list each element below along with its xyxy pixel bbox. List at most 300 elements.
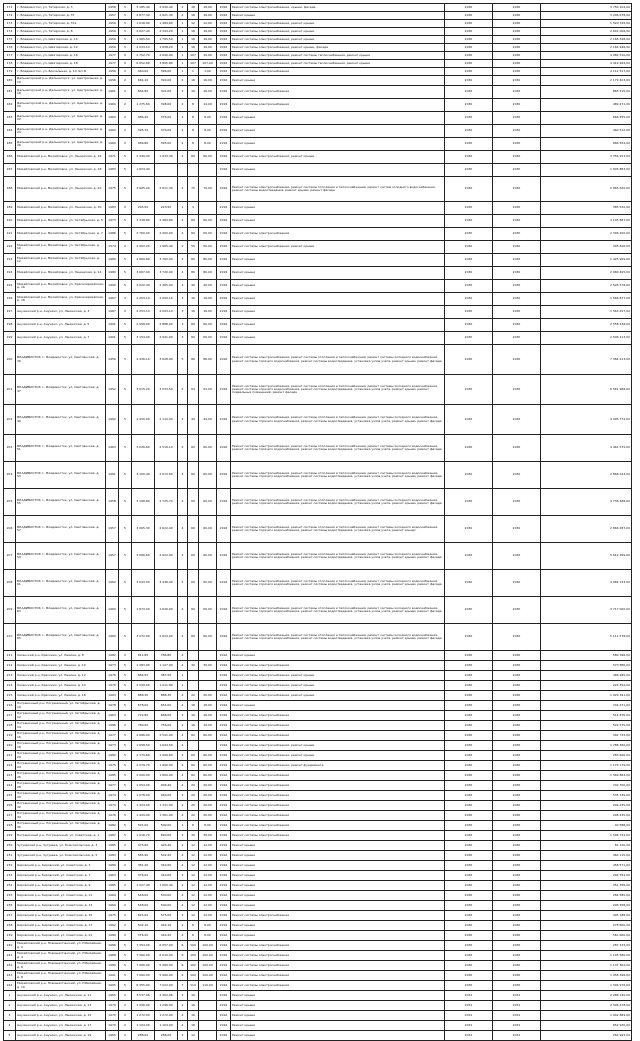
cell-e: 2030: [493, 202, 541, 215]
cell-s: 2030: [445, 891, 493, 901]
cell-y2: 2016: [217, 52, 231, 60]
cell-addr: Пограничный р-н, Пограничный, ул. Октябрьская, д. 18: [16, 741, 106, 751]
cell-c1: 4: [178, 516, 188, 543]
cell-work: Ремонт крыши: [231, 1021, 445, 1031]
cell-e: 2030: [493, 44, 541, 52]
cell-c2: 60: [188, 151, 199, 164]
cell-a2: 340,00: [155, 871, 178, 881]
cell-y: 1958: [106, 489, 119, 516]
cell-a1: 381,40: [132, 861, 155, 871]
cell-s: 2030: [445, 871, 493, 881]
cell-w: 60,00: [199, 462, 217, 489]
cell-c1: 3: [178, 332, 188, 345]
cell-e: 2030: [493, 821, 541, 831]
cell-e: 2030: [493, 881, 541, 891]
cell-c2: 20: [188, 801, 199, 811]
cell-fl: 3: [119, 293, 132, 306]
cell-e: 2030: [493, 871, 541, 881]
cell-s: 2030: [445, 901, 493, 911]
cell-work: Ремонт крыши: [231, 112, 445, 125]
cell-n: 219: [4, 731, 16, 741]
cell-c2: 20: [188, 691, 199, 701]
cell-a1: 395,70: [132, 125, 155, 138]
cell-fl: 2: [119, 871, 132, 881]
table-row: [4, 791, 632, 801]
cell-a1: 1 016,70: [132, 831, 155, 841]
cell-addr: Чугуевский р-н, Чугуевка, ул. Комсомольская, д. 3: [16, 841, 106, 851]
cell-fl: 5: [119, 319, 132, 332]
cell-a2: 2 541,00: [155, 731, 178, 741]
cell-n: 240: [4, 941, 16, 951]
cell-n: 193: [4, 254, 16, 267]
cell-e: 2030: [493, 86, 541, 99]
cell-sum: 2 396 478,00: [541, 1001, 632, 1011]
cell-w: 12,00: [199, 861, 217, 871]
cell-sum: 1 105 580,00: [541, 951, 632, 961]
table-row: [4, 489, 632, 516]
table-row: [4, 721, 632, 731]
cell-a2: 2 725,70: [155, 489, 178, 516]
cell-addr: Дальнегорский р-н, Дальнегорск, ул. Центральная, д. 10: [16, 76, 106, 86]
cell-s: 2030: [445, 177, 493, 202]
cell-addr: Кировский р-н, Кировский, ул. Советская, д. 3: [16, 861, 106, 871]
cell-fl: 5: [119, 731, 132, 741]
cell-sum: 2 168 348,00: [541, 36, 632, 44]
cell-a2: 786,80: [155, 651, 178, 661]
cell-y: 1983: [106, 202, 119, 215]
cell-fl: 2: [119, 99, 132, 112]
cell-y: 1963: [106, 435, 119, 462]
cell-fl: 5: [119, 941, 132, 951]
cell-w: [199, 164, 217, 177]
cell-fl: 5: [119, 254, 132, 267]
cell-n: 198: [4, 319, 16, 332]
table-row: [4, 651, 632, 661]
table-row: [4, 701, 632, 711]
cell-work: Ремонт крыши: [231, 921, 445, 931]
cell-n: 218: [4, 721, 16, 731]
cell-y: 1957: [106, 516, 119, 543]
cell-sum: 298 435,00: [541, 811, 632, 821]
cell-s: 2030: [445, 28, 493, 36]
cell-addr: Михайловский р-н, Новошахтинский, ул. Юбилейная, д. 10: [16, 981, 106, 991]
cell-c1: 2: [178, 112, 188, 125]
cell-y2: 2016: [217, 651, 231, 661]
cell-w: 60,00: [199, 151, 217, 164]
cell-w: 60,00: [199, 319, 217, 332]
cell-c2: 80: [188, 254, 199, 267]
cell-s: 2031: [445, 991, 493, 1001]
cell-fl: 2: [119, 721, 132, 731]
cell-c2: 12: [188, 871, 199, 881]
cell-a2: 342,20: [155, 931, 178, 941]
cell-sum: 2 980 405,00: [541, 267, 632, 280]
cell-y: 1991: [106, 971, 119, 981]
table-row: [4, 164, 632, 177]
cell-work: Ремонт системы электроснабжения, ремонт крыши: [231, 28, 445, 36]
cell-y: 1986: [106, 941, 119, 951]
cell-c2: 86: [188, 345, 199, 375]
cell-addr: Кировский р-н, Кировский, ул. Советская, д. 15: [16, 911, 106, 921]
cell-w: 8,00: [199, 125, 217, 138]
cell-work: Ремонт системы электроснабжения: [231, 711, 445, 721]
cell-c1: 2: [178, 711, 188, 721]
cell-w: 100,00: [199, 961, 217, 971]
cell-work: Ремонт крыши: [231, 267, 445, 280]
cell-y2: 2016: [217, 901, 231, 911]
cell-w: 12,00: [199, 911, 217, 921]
cell-w: [199, 1011, 217, 1021]
cell-w: 100,00: [199, 941, 217, 951]
cell-addr: Пограничный р-н, Пограничный, ул. Советская, д. 1: [16, 831, 106, 841]
cell-w: 49,00: [199, 405, 217, 435]
cell-fl: 5: [119, 981, 132, 991]
cell-work: Ремонт системы электроснабжения: [231, 911, 445, 921]
cell-sum: 514 876,00: [541, 711, 632, 721]
table-row: [4, 931, 632, 941]
cell-c1: 4: [178, 751, 188, 761]
cell-c1: [178, 164, 188, 177]
table-row: [4, 761, 632, 771]
cell-c2: 49: [188, 405, 199, 435]
cell-n: 172: [4, 12, 16, 20]
cell-addr: Михайловский р-н, Михайловка, ул. Ленинская, д. 20: [16, 177, 106, 202]
cell-y: 1995: [106, 981, 119, 991]
cell-a1: 664,80: [132, 86, 155, 99]
cell-work: Ремонт крыши: [231, 881, 445, 891]
cell-work: Ремонт крыши: [231, 871, 445, 881]
cell-work: Ремонт системы электроснабжения: [231, 99, 445, 112]
cell-work: Ремонт крыши: [231, 901, 445, 911]
cell-sum: 1 563 457,00: [541, 306, 632, 319]
cell-e: 2030: [493, 164, 541, 177]
cell-sum: 2 558 438,00: [541, 319, 632, 332]
cell-c1: 5: [178, 375, 188, 405]
cell-c1: 2: [178, 881, 188, 891]
cell-y2: 2016: [217, 961, 231, 971]
cell-a2: 2 624,00: [155, 624, 178, 651]
cell-n: 233: [4, 871, 16, 881]
table-row: [4, 543, 632, 570]
cell-fl: 2: [119, 1011, 132, 1021]
cell-addr: г. Владивосток, ул. Татарская, д. 37а: [16, 20, 106, 28]
cell-e: 2030: [493, 319, 541, 332]
cell-s: 2030: [445, 741, 493, 751]
cell-a2: 5 960,00: [155, 961, 178, 971]
cell-a2: 390,00: [155, 76, 178, 86]
cell-s: 2030: [445, 516, 493, 543]
cell-w: 16,00: [199, 12, 217, 20]
cell-addr: Пограничный р-н, Пограничный, ул. Октябрьская, д. 20: [16, 751, 106, 761]
cell-work: Ремонт системы электроснабжения: [231, 791, 445, 801]
cell-c1: 2: [178, 831, 188, 841]
cell-a2: 1 000,40: [155, 881, 178, 891]
cell-e: 2031: [493, 991, 541, 1001]
cell-fl: 5: [119, 801, 132, 811]
cell-c1: 1: [178, 60, 188, 68]
cell-c2: 63: [188, 375, 199, 405]
cell-s: 2030: [445, 961, 493, 971]
cell-e: 2030: [493, 375, 541, 405]
table-row: [4, 881, 632, 891]
cell-e: 2030: [493, 891, 541, 901]
table-row: [4, 961, 632, 971]
cell-work: Ремонт крыши: [231, 254, 445, 267]
cell-fl: 5: [119, 36, 132, 44]
cell-work: Ремонт крыши: [231, 1011, 445, 1021]
cell-s: 2030: [445, 681, 493, 691]
cell-n: 211: [4, 651, 16, 661]
table-row: [4, 20, 632, 28]
cell-sum: 299 235,00: [541, 801, 632, 811]
cell-a2: 376,00: [155, 125, 178, 138]
cell-n: 179: [4, 68, 16, 76]
cell-y: 1963: [106, 871, 119, 881]
cell-c1: 2: [178, 661, 188, 671]
cell-c2: 100: [188, 941, 199, 951]
cell-fl: 2: [119, 891, 132, 901]
cell-work: Ремонт системы электроснабжения: [231, 941, 445, 951]
cell-fl: 5: [119, 771, 132, 781]
cell-work: Ремонт системы электроснабжения: [231, 68, 445, 76]
cell-y: 1959: [106, 28, 119, 36]
cell-a2: 2 484,80: [155, 215, 178, 228]
cell-fl: 2: [119, 931, 132, 941]
cell-sum: 1 929 391,00: [541, 691, 632, 701]
cell-c1: 7: [178, 981, 188, 991]
cell-n: 209: [4, 597, 16, 624]
cell-s: 2030: [445, 280, 493, 293]
cell-n: 221: [4, 751, 16, 761]
cell-a1: 888,30: [132, 691, 155, 701]
cell-a2: 396,00: [155, 68, 178, 76]
cell-fl: 5: [119, 489, 132, 516]
cell-work: Ремонт крыши: [231, 1001, 445, 1011]
cell-y2: 2016: [217, 871, 231, 881]
cell-c1: 2: [178, 99, 188, 112]
cell-y: 1982: [106, 821, 119, 831]
cell-w: 110,00: [199, 981, 217, 991]
cell-sum: 702 300,00: [541, 781, 632, 791]
cell-e: 2030: [493, 267, 541, 280]
cell-y2: 2016: [217, 831, 231, 841]
cell-a2: 2 811,30: [155, 177, 178, 202]
table-row: [4, 60, 632, 68]
cell-n: 190: [4, 215, 16, 228]
cell-c2: 16: [188, 721, 199, 731]
cell-s: 2030: [445, 624, 493, 651]
cell-a1: 3 318,80: [132, 215, 155, 228]
cell-a1: 1 283,90: [132, 661, 155, 671]
cell-y: 1982: [106, 751, 119, 761]
cell-sum: 4 995 772,00: [541, 405, 632, 435]
cell-addr: Пограничный р-н, Пограничный, ул. Октябрьская, д. 12: [16, 711, 106, 721]
cell-w: 12,00: [199, 871, 217, 881]
cell-w: [199, 202, 217, 215]
cell-c2: 60: [188, 319, 199, 332]
cell-a2: 3 628,90: [155, 345, 178, 375]
cell-e: 2030: [493, 681, 541, 691]
cell-y: 1977: [106, 52, 119, 60]
table-row: [4, 711, 632, 721]
cell-addr: Михайловский р-н, Михайловка, ул. Красноармейская, д. 18: [16, 293, 106, 306]
cell-sum: 283 606,00: [541, 751, 632, 761]
cell-c1: 1: [178, 20, 188, 28]
table-row: [4, 911, 632, 921]
cell-c2: 12: [188, 901, 199, 911]
cell-c2: [188, 741, 199, 751]
cell-w: 100,00: [199, 951, 217, 961]
cell-sum: 522 575,00: [541, 721, 632, 731]
cell-y2: 2016: [217, 921, 231, 931]
cell-addr: Анучинский р-н, Анучино, ул. Ленинская, д. 5: [16, 319, 106, 332]
cell-fl: 5: [119, 671, 132, 681]
cell-c2: 60: [188, 751, 199, 761]
cell-addr: Хасанский р-н, Краскино, ул. Ленина, д. 12: [16, 671, 106, 681]
cell-fl: 2: [119, 112, 132, 125]
cell-y2: 2016: [217, 1011, 231, 1021]
cell-a2: 500,00: [155, 901, 178, 911]
cell-n: 229: [4, 831, 16, 841]
cell-work: Ремонт системы электроснабжения, ремонт системы отопления и теплоснабжения, ремонт системы холодного водоснабжения, ремонт системы горячего водоснабжения, ремонт системы водоотведения, установка узлов учета, ремонт крыши, ремонт фасада: [231, 345, 445, 375]
cell-n: 188: [4, 177, 16, 202]
cell-addr: Пограничный р-н, Пограничный, ул. Октябрьская, д. 36: [16, 821, 106, 831]
cell-e: 2030: [493, 215, 541, 228]
cell-addr: Дальнегорский р-н, Дальнегорск, ул. Центральная, д. 22: [16, 112, 106, 125]
cell-a1: 3 537,06: [132, 991, 155, 1001]
cell-e: 2030: [493, 901, 541, 911]
cell-s: 2030: [445, 911, 493, 921]
cell-y: 1958: [106, 4, 119, 12]
cell-w: 8,00: [199, 138, 217, 151]
cell-n: 204: [4, 462, 16, 489]
cell-fl: 2: [119, 76, 132, 86]
cell-y2: 2016: [217, 751, 231, 761]
cell-y2: 2016: [217, 701, 231, 711]
cell-fl: 5: [119, 791, 132, 801]
cell-c1: 2: [178, 861, 188, 871]
cell-c1: 2: [178, 1011, 188, 1021]
table-row: [4, 1031, 632, 1041]
cell-y: 1973: [106, 215, 119, 228]
cell-addr: г. Владивосток, ул. Татарская, д. 3: [16, 4, 106, 12]
cell-y2: 2016: [217, 671, 231, 681]
cell-fl: 5: [119, 761, 132, 771]
cell-a1: 6 052,80: [132, 60, 155, 68]
cell-y: 1961: [106, 86, 119, 99]
cell-fl: 5: [119, 332, 132, 345]
cell-addr: ВЛАДИВОСТОК г., Владивосток, ул. Светланская, д. 65: [16, 624, 106, 651]
table-row: [4, 99, 632, 112]
cell-s: 2030: [445, 44, 493, 52]
cell-a1: 1 618,90: [132, 20, 155, 28]
cell-y2: 2016: [217, 761, 231, 771]
cell-addr: Михайловский р-н, Михайловка, ул. Красноармейская, д. 16: [16, 280, 106, 293]
cell-w: 8,00: [199, 921, 217, 931]
cell-a2: 2 093,10: [155, 306, 178, 319]
cell-c2: 12: [188, 881, 199, 891]
cell-y2: 2016: [217, 435, 231, 462]
cell-s: 2030: [445, 293, 493, 306]
cell-work: Ремонт системы электроснабжения, ремонт системы теплоснабжения, ремонт крыши: [231, 52, 445, 60]
cell-a2: 1 911,80: [155, 681, 178, 691]
cell-y: 1985: [106, 881, 119, 891]
cell-y: 1980: [106, 254, 119, 267]
cell-w: 30,00: [199, 831, 217, 841]
cell-a1: 1 275,80: [132, 99, 155, 112]
cell-c2: 107: [188, 60, 199, 68]
cell-c1: 6: [178, 971, 188, 981]
cell-e: 2030: [493, 570, 541, 597]
cell-n: 181: [4, 86, 16, 99]
cell-fl: 2: [119, 991, 132, 1001]
cell-c2: 12: [188, 891, 199, 901]
cell-a2: 1 965,40: [155, 241, 178, 254]
cell-addr: Пограничный р-н, Пограничный, ул. Октябрьская, д. 28: [16, 781, 106, 791]
cell-w: [199, 1001, 217, 1011]
cell-n: 183: [4, 112, 16, 125]
cell-n: 222: [4, 761, 16, 771]
cell-c2: 16: [188, 1001, 199, 1011]
cell-y: 1963: [106, 711, 119, 721]
cell-n: 210: [4, 624, 16, 651]
cell-y: 1977: [106, 60, 119, 68]
cell-c2: 60: [188, 543, 199, 570]
cell-fl: 2: [119, 202, 132, 215]
cell-n: 175: [4, 36, 16, 44]
cell-fl: 5: [119, 12, 132, 20]
cell-w: 16,00: [199, 721, 217, 731]
cell-e: 2030: [493, 721, 541, 731]
cell-e: 2030: [493, 801, 541, 811]
cell-a2: 398,00: [155, 99, 178, 112]
cell-a1: 664,10: [132, 76, 155, 86]
cell-c2: 18: [188, 4, 199, 12]
cell-w: 60,00: [199, 543, 217, 570]
cell-n: 214: [4, 681, 16, 691]
cell-c1: 2: [178, 841, 188, 851]
cell-work: Ремонт системы электроснабжения, ремонт крыши: [231, 681, 445, 691]
cell-e: 2030: [493, 99, 541, 112]
cell-a1: 3 022,40: [132, 280, 155, 293]
cell-c2: 16: [188, 36, 199, 44]
cell-c1: 4: [178, 228, 188, 241]
cell-sum: 278 600,00: [541, 921, 632, 931]
cell-c1: 2: [178, 851, 188, 861]
cell-s: 2030: [445, 841, 493, 851]
cell-s: 2030: [445, 332, 493, 345]
cell-a1: 376,00: [132, 871, 155, 881]
table-row: [4, 254, 632, 267]
cell-e: 2030: [493, 841, 541, 851]
cell-e: 2030: [493, 851, 541, 861]
cell-w: 70,00: [199, 177, 217, 202]
cell-sum: 287 433,00: [541, 941, 632, 951]
cell-fl: 5: [119, 228, 132, 241]
cell-sum: 1 942 889,00: [541, 1011, 632, 1021]
table-row: [4, 228, 632, 241]
cell-a2: 2 302,06: [155, 991, 178, 1001]
cell-fl: 9: [119, 52, 132, 60]
cell-a2: 890,00: [155, 831, 178, 841]
cell-a1: 1 078,00: [132, 791, 155, 801]
cell-a2: 3 720,00: [155, 267, 178, 280]
cell-y: 1988: [106, 951, 119, 961]
cell-y2: 2016: [217, 681, 231, 691]
table-row: [4, 981, 632, 991]
cell-e: 2030: [493, 52, 541, 60]
cell-e: 2031: [493, 1031, 541, 1041]
